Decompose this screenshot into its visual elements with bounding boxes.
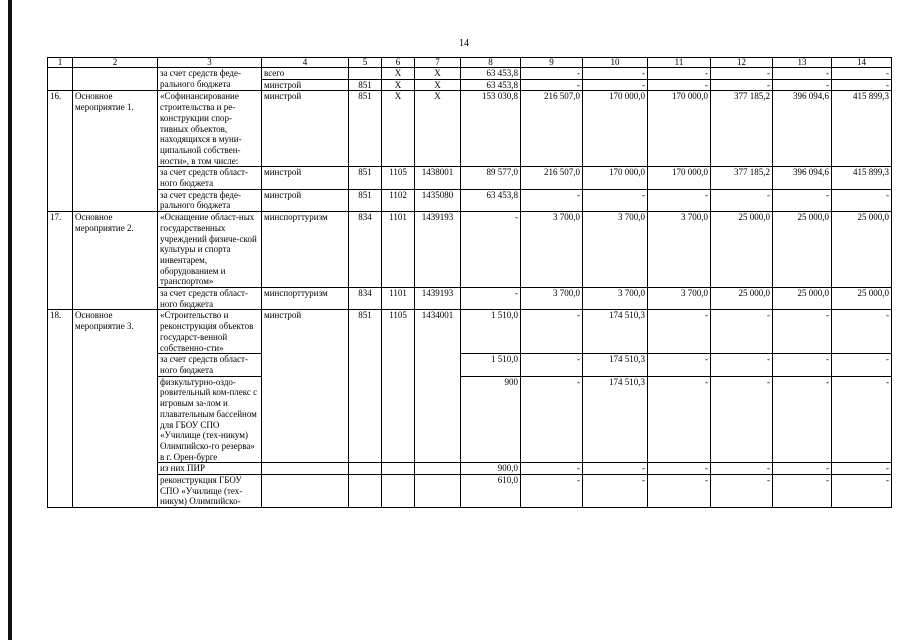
amount-cell: -	[711, 376, 773, 463]
amount-cell: -	[832, 354, 892, 376]
target-code-cell	[415, 475, 461, 508]
column-header: 14	[832, 58, 892, 68]
amount-cell: 216 507,0	[521, 91, 583, 167]
amount-cell: 25 000,0	[773, 288, 832, 310]
amount-cell: -	[711, 189, 773, 211]
section-code-cell	[382, 376, 415, 463]
amount-cell: -	[832, 79, 892, 91]
column-header: 1	[48, 58, 73, 68]
executor-cell: минстрой	[262, 310, 349, 354]
table-row	[48, 212, 892, 288]
section-code-cell	[382, 354, 415, 376]
executor-cell: минстрой	[262, 189, 349, 211]
amount-cell: 63 453,8	[461, 79, 521, 91]
amount-cell: -	[832, 68, 892, 80]
amount-cell: -	[583, 463, 648, 475]
target-code-cell	[415, 463, 461, 475]
amount-cell: -	[648, 376, 711, 463]
amount-cell: 396 094,6	[773, 91, 832, 167]
column-header: 4	[262, 58, 349, 68]
amount-cell: -	[583, 68, 648, 80]
amount-cell: -	[773, 354, 832, 376]
amount-cell: 3 700,0	[648, 288, 711, 310]
page-number: 14	[459, 38, 469, 49]
table-row	[48, 376, 892, 463]
section-code-cell: 1101	[382, 288, 415, 310]
code-cell	[349, 354, 382, 376]
amount-cell: 174 510,3	[583, 310, 648, 354]
amount-cell: -	[521, 354, 583, 376]
table-row	[48, 475, 892, 508]
amount-cell: 25 000,0	[711, 288, 773, 310]
code-cell	[349, 376, 382, 463]
amount-cell: -	[773, 463, 832, 475]
row-number-cell: 18.	[48, 310, 73, 508]
amount-cell: -	[832, 463, 892, 475]
amount-cell: -	[461, 212, 521, 288]
amount-cell: 170 000,0	[583, 167, 648, 189]
amount-cell: 415 899,3	[832, 167, 892, 189]
code-cell	[349, 463, 382, 475]
amount-cell: -	[773, 189, 832, 211]
section-code-cell: 1105	[382, 310, 415, 354]
code-cell: 851	[349, 79, 382, 91]
table-row	[48, 463, 892, 475]
amount-cell: -	[648, 354, 711, 376]
target-code-cell: 1435080	[415, 189, 461, 211]
amount-cell: 25 000,0	[773, 212, 832, 288]
amount-cell: 25 000,0	[832, 212, 892, 288]
table-header-row	[48, 58, 892, 68]
code-cell: 834	[349, 212, 382, 288]
description-cell: за счет средств област-ного бюджета	[158, 354, 262, 376]
amount-cell: 415 899,3	[832, 91, 892, 167]
amount-cell: -	[648, 310, 711, 354]
description-cell: «Оснащение област-ных государственных учреждений физиче-ской культуры и спорта инвентарем, оборудованием и транспортом»	[158, 212, 262, 288]
amount-cell: 89 577,0	[461, 167, 521, 189]
amount-cell: -	[583, 475, 648, 508]
amount-cell: 174 510,3	[583, 354, 648, 376]
amount-cell: -	[648, 189, 711, 211]
amount-cell: 170 000,0	[648, 167, 711, 189]
amount-cell: -	[521, 68, 583, 80]
amount-cell: 170 000,0	[583, 91, 648, 167]
scan-edge-bar	[8, 0, 12, 640]
executor-cell	[262, 354, 349, 376]
amount-cell: -	[773, 79, 832, 91]
amount-cell: -	[583, 189, 648, 211]
row-number-cell: 17.	[48, 212, 73, 310]
amount-cell: -	[773, 68, 832, 80]
target-code-cell: 1439193	[415, 288, 461, 310]
target-code-cell: X	[415, 79, 461, 91]
column-header: 7	[415, 58, 461, 68]
amount-cell: -	[711, 79, 773, 91]
column-header: 11	[648, 58, 711, 68]
description-cell: за счет средств феде-ральногo бюджета	[158, 68, 262, 91]
description-cell: «Строительство и реконструкция объектов государст-венной собственно-сти»	[158, 310, 262, 354]
amount-cell: 1 510,0	[461, 310, 521, 354]
executor-cell: минспорттуризм	[262, 212, 349, 288]
target-code-cell: 1439193	[415, 212, 461, 288]
amount-cell: 25 000,0	[832, 288, 892, 310]
executor-cell	[262, 376, 349, 463]
amount-cell: -	[773, 376, 832, 463]
amount-cell: -	[711, 475, 773, 508]
amount-cell: -	[648, 68, 711, 80]
description-cell: за счет средств област-ного бюджета	[158, 288, 262, 310]
column-header: 12	[711, 58, 773, 68]
column-header: 13	[773, 58, 832, 68]
amount-cell: 3 700,0	[521, 288, 583, 310]
section-code-cell: 1105	[382, 167, 415, 189]
amount-cell: 900	[461, 376, 521, 463]
executor-cell: минстрой	[262, 167, 349, 189]
executor-cell: минстрой	[262, 79, 349, 91]
section-code-cell: 1102	[382, 189, 415, 211]
amount-cell: 610,0	[461, 475, 521, 508]
amount-cell: -	[711, 463, 773, 475]
executor-cell: всего	[262, 68, 349, 80]
row-number-cell: 16.	[48, 91, 73, 212]
table-row	[48, 310, 892, 354]
amount-cell: -	[648, 79, 711, 91]
section-code-cell	[382, 463, 415, 475]
description-cell: реконструкция ГБОУ СПО «Училище (тех-никум) Олимпийско-	[158, 475, 262, 508]
section-code-cell: X	[382, 68, 415, 80]
table-row	[48, 288, 892, 310]
amount-cell: -	[832, 189, 892, 211]
budget-table	[47, 57, 892, 508]
code-cell: 851	[349, 189, 382, 211]
event-name-cell: Основное мероприятие 2.	[73, 212, 158, 310]
amount-cell: 1 510,0	[461, 354, 521, 376]
amount-cell: 3 700,0	[583, 288, 648, 310]
section-code-cell	[382, 475, 415, 508]
amount-cell: -	[461, 288, 521, 310]
amount-cell: -	[773, 310, 832, 354]
amount-cell: 170 000,0	[648, 91, 711, 167]
event-name-cell: Основное мероприятие 1.	[73, 91, 158, 212]
amount-cell: 174 510,3	[583, 376, 648, 463]
executor-cell	[262, 463, 349, 475]
description-cell: из них ПИР	[158, 463, 262, 475]
amount-cell: -	[832, 376, 892, 463]
section-code-cell: 1101	[382, 212, 415, 288]
executor-cell: минспорттуризм	[262, 288, 349, 310]
amount-cell: 377 185,2	[711, 91, 773, 167]
amount-cell: -	[583, 79, 648, 91]
amount-cell: -	[711, 68, 773, 80]
executor-cell	[262, 475, 349, 508]
amount-cell: -	[521, 310, 583, 354]
description-cell: «Софинансирование строительства и ре-конструкции спор-тивных объектов, находящихся в муни-ципальной собствен-ности», в том числе:	[158, 91, 262, 167]
table-row	[48, 354, 892, 376]
amount-cell: 216 507,0	[521, 167, 583, 189]
amount-cell: -	[711, 354, 773, 376]
section-code-cell: X	[382, 79, 415, 91]
target-code-cell: X	[415, 68, 461, 80]
event-name-cell	[73, 68, 158, 91]
amount-cell: 63 453,8	[461, 189, 521, 211]
amount-cell: 3 700,0	[583, 212, 648, 288]
amount-cell: -	[648, 463, 711, 475]
description-cell: за счет средств област-ного бюджета	[158, 167, 262, 189]
row-number-cell	[48, 68, 73, 91]
table-row	[48, 91, 892, 167]
amount-cell: 900,0	[461, 463, 521, 475]
code-cell	[349, 475, 382, 508]
target-code-cell: 1438001	[415, 167, 461, 189]
code-cell: 851	[349, 310, 382, 354]
column-header: 3	[158, 58, 262, 68]
amount-cell: 396 094,6	[773, 167, 832, 189]
amount-cell: -	[521, 463, 583, 475]
amount-cell: -	[521, 79, 583, 91]
target-code-cell	[415, 376, 461, 463]
column-header: 6	[382, 58, 415, 68]
column-header: 2	[73, 58, 158, 68]
amount-cell: -	[832, 310, 892, 354]
target-code-cell: 1434001	[415, 310, 461, 354]
column-header: 9	[521, 58, 583, 68]
code-cell: 834	[349, 288, 382, 310]
target-code-cell: X	[415, 91, 461, 167]
description-cell: физкультурно-оздо-ровительный ком-плекс с игровым за-лом и плавательным бассейном для ГБОУ СПО «Училище (тех-никум) Олимпийско-го резерва» в г. Орен-бурге	[158, 376, 262, 463]
amount-cell: 3 700,0	[521, 212, 583, 288]
table-row	[48, 189, 892, 211]
amount-cell: 153 030,8	[461, 91, 521, 167]
amount-cell: -	[773, 475, 832, 508]
table-row	[48, 167, 892, 189]
section-code-cell: X	[382, 91, 415, 167]
table-row	[48, 68, 892, 80]
column-header: 10	[583, 58, 648, 68]
target-code-cell	[415, 354, 461, 376]
amount-cell: 25 000,0	[711, 212, 773, 288]
amount-cell: -	[648, 475, 711, 508]
description-cell: за счет средств феде-рального бюджета	[158, 189, 262, 211]
amount-cell: 377 185,2	[711, 167, 773, 189]
amount-cell: 3 700,0	[648, 212, 711, 288]
amount-cell: -	[832, 475, 892, 508]
amount-cell: -	[711, 310, 773, 354]
amount-cell: -	[521, 376, 583, 463]
code-cell	[349, 68, 382, 80]
amount-cell: 63 453,8	[461, 68, 521, 80]
code-cell: 851	[349, 167, 382, 189]
amount-cell: -	[521, 475, 583, 508]
column-header: 8	[461, 58, 521, 68]
amount-cell: -	[521, 189, 583, 211]
executor-cell: минстрой	[262, 91, 349, 167]
column-header: 5	[349, 58, 382, 68]
code-cell: 851	[349, 91, 382, 167]
event-name-cell: Основное мероприятие 3.	[73, 310, 158, 508]
